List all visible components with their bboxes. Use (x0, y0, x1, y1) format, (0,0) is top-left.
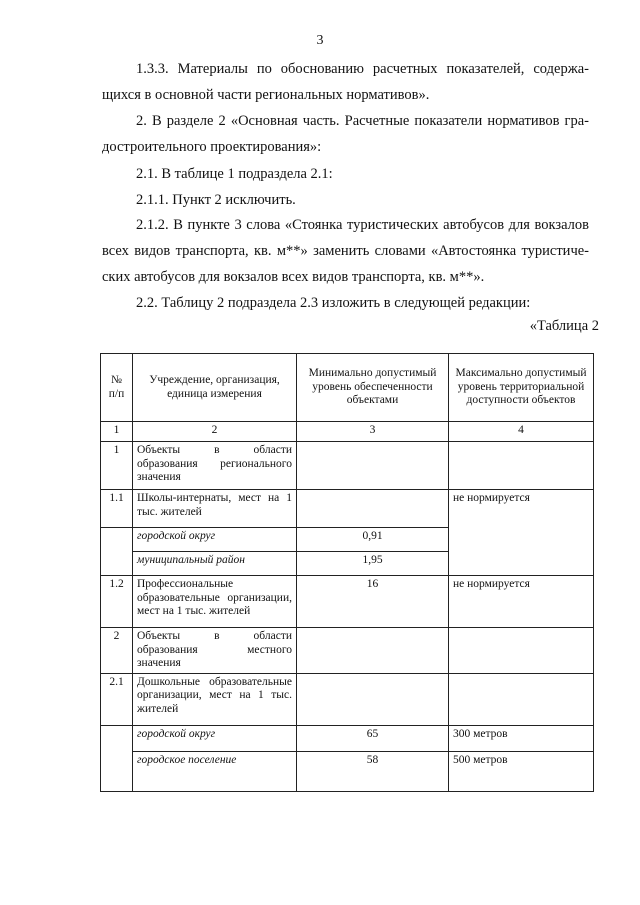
table-row (101, 442, 594, 490)
paragraph-2-line-1: 2. В разделе 2 «Основная часть. Расчетные показатели нормативов гра- (136, 113, 589, 129)
index-cell: 3 (297, 422, 449, 442)
row-num (101, 528, 133, 576)
table-row (101, 673, 594, 725)
header-name: Учреждение, организация, единица измерения (133, 354, 297, 422)
row-name: Школы-интернаты, мест на 1 тыс. жителей (133, 490, 297, 528)
row-min (297, 673, 449, 725)
row-num: 1.1 (101, 490, 133, 528)
row-max (449, 628, 594, 674)
table-row (101, 725, 594, 751)
row-min: 1,95 (297, 552, 449, 576)
row-max: 500 метров (449, 751, 594, 791)
row-min (297, 442, 449, 490)
row-num: 2 (101, 628, 133, 674)
row-num: 1 (101, 442, 133, 490)
paragraph-6: 2.2. Таблицу 2 подраздела 2.3 изложить в следующей редакции: (136, 295, 531, 311)
table-row (101, 490, 594, 528)
page-number: 3 (316, 33, 324, 48)
index-cell: 4 (449, 422, 594, 442)
row-min: 16 (297, 576, 449, 628)
table-row (101, 751, 594, 791)
standards-table (100, 353, 594, 792)
row-min: 0,91 (297, 528, 449, 552)
row-num: 2.1 (101, 673, 133, 725)
row-name: Объекты в области образования регионального значения (133, 442, 297, 490)
table-header-row (101, 354, 594, 422)
table-row (101, 576, 594, 628)
row-max: не нормируется (449, 576, 594, 628)
row-name: Дошкольные образовательные организации, мест на 1 тыс. жителей (133, 673, 297, 725)
table-row (101, 628, 594, 674)
paragraph-2-line-2: достроительного проектирования»: (102, 139, 322, 155)
row-max (449, 673, 594, 725)
row-num (101, 725, 133, 791)
index-cell: 2 (133, 422, 297, 442)
table-label: «Таблица 2 (529, 318, 599, 334)
table-index-row (101, 422, 594, 442)
paragraph-1-line-1: 1.3.3. Материалы по обоснованию расчетных показателей, содержа- (136, 61, 589, 77)
row-name: Объекты в области образования местного значения (133, 628, 297, 674)
header-num: № п/п (101, 354, 133, 422)
row-max: 300 метров (449, 725, 594, 751)
paragraph-3: 2.1. В таблице 1 подраздела 2.1: (136, 166, 333, 182)
row-min: 58 (297, 751, 449, 791)
row-name: городское поселение (133, 751, 297, 791)
paragraph-5-line-2: всех видов транспорта, кв. м**» заменить словами «Автостоянка туристиче- (102, 243, 589, 259)
header-max: Максимально допустимый уровень территориальной доступности объектов (449, 354, 594, 422)
row-min: 65 (297, 725, 449, 751)
paragraph-4: 2.1.1. Пункт 2 исключить. (136, 192, 296, 208)
row-name: городской округ (133, 725, 297, 751)
row-max (449, 442, 594, 490)
header-min: Минимально допустимый уровень обеспеченности объектами (297, 354, 449, 422)
paragraph-1-line-2: щихся в основной части региональных нормативов». (102, 87, 430, 103)
row-max: не нормируется (449, 490, 594, 576)
row-min (297, 628, 449, 674)
row-name: Профессиональные образовательные организации, мест на 1 тыс. жителей (133, 576, 297, 628)
row-num: 1.2 (101, 576, 133, 628)
row-name: муниципальный район (133, 552, 297, 576)
row-min (297, 490, 449, 528)
index-cell: 1 (101, 422, 133, 442)
row-name: городской округ (133, 528, 297, 552)
paragraph-5-line-1: 2.1.2. В пункте 3 слова «Стоянка туристических автобусов для вокзалов (136, 217, 589, 233)
paragraph-5-line-3: ских автобусов для вокзалов всех видов транспорта, кв. м**». (102, 269, 485, 285)
